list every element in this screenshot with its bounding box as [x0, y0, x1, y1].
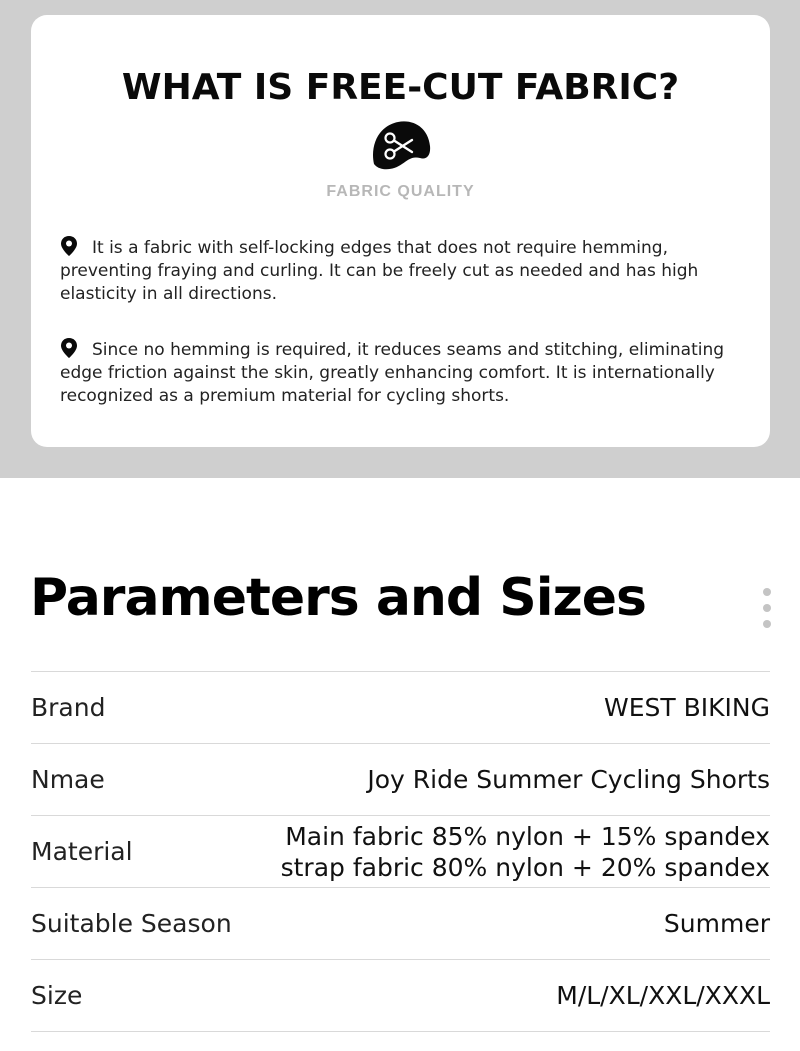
fabric-paragraph: [60, 337, 750, 408]
location-pin-icon: [60, 235, 78, 257]
row-value-line: WEST BIKING: [604, 693, 770, 722]
row-value-line: Main fabric 85% nylon + 15% spandex: [285, 821, 770, 851]
fabric-info-card: [31, 15, 770, 447]
row-value-line: Summer: [663, 909, 770, 938]
row-value: [281, 821, 770, 883]
table-row: [31, 671, 770, 743]
row-label: Brand: [31, 693, 106, 722]
fabric-quality-label: FABRIC QUALITY: [326, 183, 475, 200]
fabric-paragraph-text: It is a fabric with self-locking edges that does not require hemming, preventing fraying and curling. It can be freely cut as needed and has high elasticity in all directions.: [60, 238, 699, 304]
more-vertical-icon[interactable]: [760, 588, 774, 632]
row-value: [664, 908, 770, 939]
row-value: [556, 980, 770, 1011]
table-row: [31, 887, 770, 959]
scissors-icon: [368, 116, 432, 176]
parameters-table: [31, 671, 770, 1032]
row-value: [367, 764, 770, 795]
row-label: Size: [31, 981, 83, 1010]
location-pin-icon: [60, 337, 78, 359]
row-value-line: Joy Ride Summer Cycling Shorts: [367, 765, 770, 794]
table-row: [31, 959, 770, 1032]
table-row: [31, 815, 770, 887]
row-label: Nmae: [31, 765, 105, 794]
row-value-line: M/L/XL/XXL/XXXL: [556, 981, 770, 1010]
parameters-title: Parameters and Sizes: [30, 568, 647, 628]
fabric-card-title: WHAT IS FREE-CUT FABRIC?: [121, 67, 680, 108]
table-row: [31, 743, 770, 815]
row-label: Suitable Season: [31, 909, 232, 938]
fabric-paragraph: [60, 235, 750, 306]
row-value-line: strap fabric 80% nylon + 20% spandex: [280, 852, 770, 882]
row-label: Material: [31, 837, 133, 866]
row-value: [604, 692, 770, 723]
fabric-paragraph-text: Since no hemming is required, it reduces seams and stitching, eliminating edge friction against the skin, greatly enhancing comfort. It is internationally recognized as a premium material for cycling shorts.: [60, 340, 725, 406]
